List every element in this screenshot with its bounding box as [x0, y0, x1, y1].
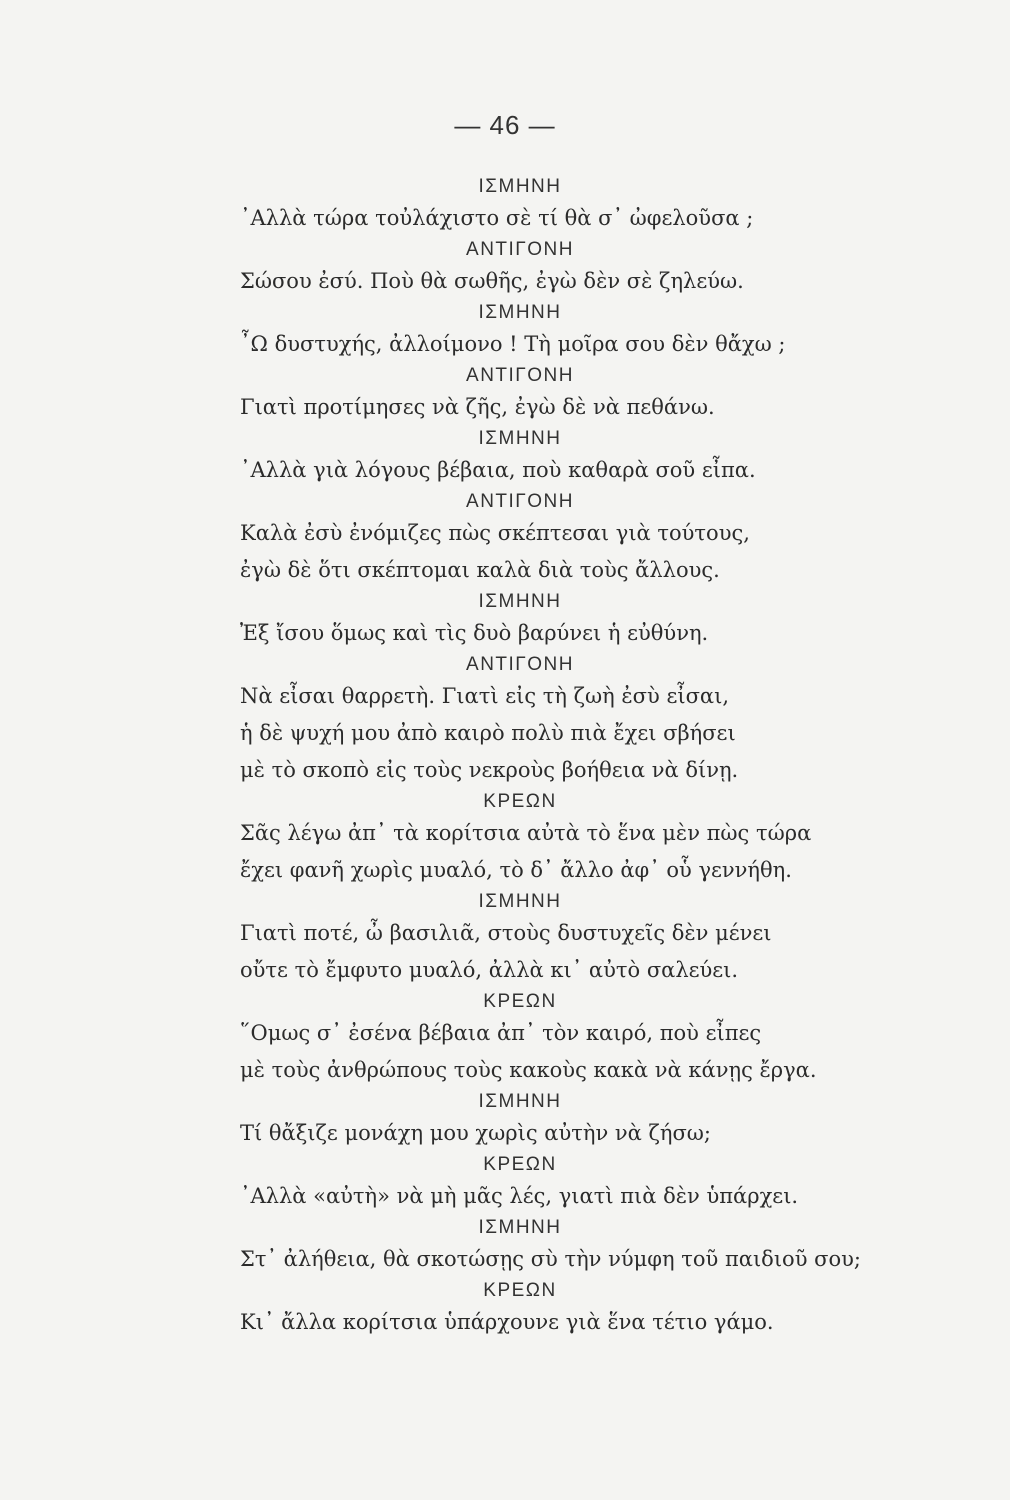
verse-line: ῞Ομως σ᾿ ἐσένα βέβαια ἀπ᾿ τὸν καιρό, ποὺ εἶπες — [240, 1021, 762, 1045]
verse-line: οὔτε τὸ ἔμφυτο μυαλό, ἀλλὰ κι᾿ αὐτὸ σαλεύει. — [240, 958, 739, 982]
verse-line: ᾿Αλλὰ γιὰ λόγους βέβαια, ποὺ καθαρὰ σοῦ εἶπα. — [240, 458, 756, 482]
verse-line: Κι᾿ ἄλλα κορίτσια ὑπάρχουνε γιὰ ἕνα τέτιο γάμο. — [240, 1310, 774, 1334]
verse-line: Στ᾿ ἀλήθεια, θὰ σκοτώσῃς σὺ τὴν νύμφη τοῦ παιδιοῦ σου; — [240, 1247, 861, 1271]
dialogue-text — [240, 174, 900, 1341]
verse-line: μὲ τοὺς ἀνθρώπους τοὺς κακοὺς κακὰ νὰ κάνῃς ἔργα. — [240, 1058, 817, 1082]
speech-block — [240, 589, 900, 652]
verse-line: Τί θἄξιζε μονάχη μου χωρὶς αὐτὴν νὰ ζήσω; — [240, 1121, 712, 1145]
speaker-name: ΙΣΜΗΝΗ — [478, 591, 562, 612]
speech-block — [240, 889, 900, 989]
speech-block — [240, 489, 900, 589]
page-number: — 46 — — [454, 110, 556, 140]
speaker-name: ΙΣΜΗΝΗ — [478, 428, 562, 449]
speaker-name: ΑΝΤΙΓΟΝΗ — [466, 654, 574, 675]
speaker-name: ΚΡΕΩΝ — [483, 791, 557, 812]
speech-block — [240, 237, 900, 300]
speaker-name: ΙΣΜΗΝΗ — [478, 302, 562, 323]
speech-block — [240, 1089, 900, 1152]
speaker-name: ΑΝΤΙΓΟΝΗ — [466, 491, 574, 512]
verse-line: ῏Ω δυστυχής, ἀλλοίμονο ! Τὴ μοῖρα σου δὲν θἄχω ; — [240, 332, 786, 356]
speech-block — [240, 426, 900, 489]
speaker-name: ΚΡΕΩΝ — [483, 1154, 557, 1175]
speaker-name: ΙΣΜΗΝΗ — [478, 891, 562, 912]
speech-block — [240, 1278, 900, 1341]
speech-block — [240, 989, 900, 1089]
speaker-name: ΚΡΕΩΝ — [483, 991, 557, 1012]
verse-line: Ἐξ ἴσου ὅμως καὶ τὶς δυὸ βαρύνει ἡ εὐθύνη. — [240, 621, 709, 645]
speaker-name: ΙΣΜΗΝΗ — [478, 176, 562, 197]
speech-block — [240, 174, 900, 237]
speech-block — [240, 1152, 900, 1215]
speech-block — [240, 1215, 900, 1278]
speech-block — [240, 789, 900, 889]
verse-line: Γιατὶ προτίμησες νὰ ζῆς, ἐγὼ δὲ νὰ πεθάνω. — [240, 395, 715, 419]
speaker-name: ΑΝΤΙΓΟΝΗ — [466, 239, 574, 260]
verse-line: Γιατὶ ποτέ, ὦ βασιλιᾶ, στοὺς δυστυχεῖς δὲν μένει — [240, 921, 772, 945]
verse-line: ᾿Αλλὰ «αὐτὴ» νὰ μὴ μᾶς λές, γιατὶ πιὰ δὲν ὑπάρχει. — [240, 1184, 799, 1208]
verse-line: ἔχει φανῆ χωρὶς μυαλό, τὸ δ᾿ ἄλλο ἀφ᾿ οὗ γεννήθη. — [240, 858, 792, 882]
verse-line: Σώσου ἐσύ. Ποὺ θὰ σωθῆς, ἐγὼ δὲν σὲ ζηλεύω. — [240, 269, 744, 293]
verse-line: ἡ δὲ ψυχή μου ἀπὸ καιρὸ πολὺ πιὰ ἔχει σβήσει — [240, 721, 736, 745]
speaker-name: ΑΝΤΙΓΟΝΗ — [466, 365, 574, 386]
speech-block — [240, 300, 900, 363]
verse-line: Νὰ εἶσαι θαρρετὴ. Γιατὶ εἰς τὴ ζωὴ ἐσὺ εἶσαι, — [240, 684, 729, 708]
speaker-name: ΙΣΜΗΝΗ — [478, 1217, 562, 1238]
verse-line: ἐγὼ δὲ ὅτι σκέπτομαι καλὰ διὰ τοὺς ἄλλους. — [240, 558, 720, 582]
verse-line: μὲ τὸ σκοπὸ εἰς τοὺς νεκροὺς βοήθεια νὰ δίνῃ. — [240, 758, 739, 782]
verse-line: Καλὰ ἐσὺ ἐνόμιζες πὼς σκέπτεσαι γιὰ τούτους, — [240, 521, 750, 545]
speech-block — [240, 363, 900, 426]
verse-line: Σᾶς λέγω ἀπ᾿ τὰ κορίτσια αὐτὰ τὸ ἕνα μὲν πὼς τώρα — [240, 821, 812, 845]
speaker-name: ΚΡΕΩΝ — [483, 1280, 557, 1301]
verse-line: ᾿Αλλὰ τώρα τοὐλάχιστο σὲ τί θὰ σ᾿ ὠφελοῦσα ; — [240, 206, 754, 230]
speech-block — [240, 652, 900, 789]
speaker-name: ΙΣΜΗΝΗ — [478, 1091, 562, 1112]
